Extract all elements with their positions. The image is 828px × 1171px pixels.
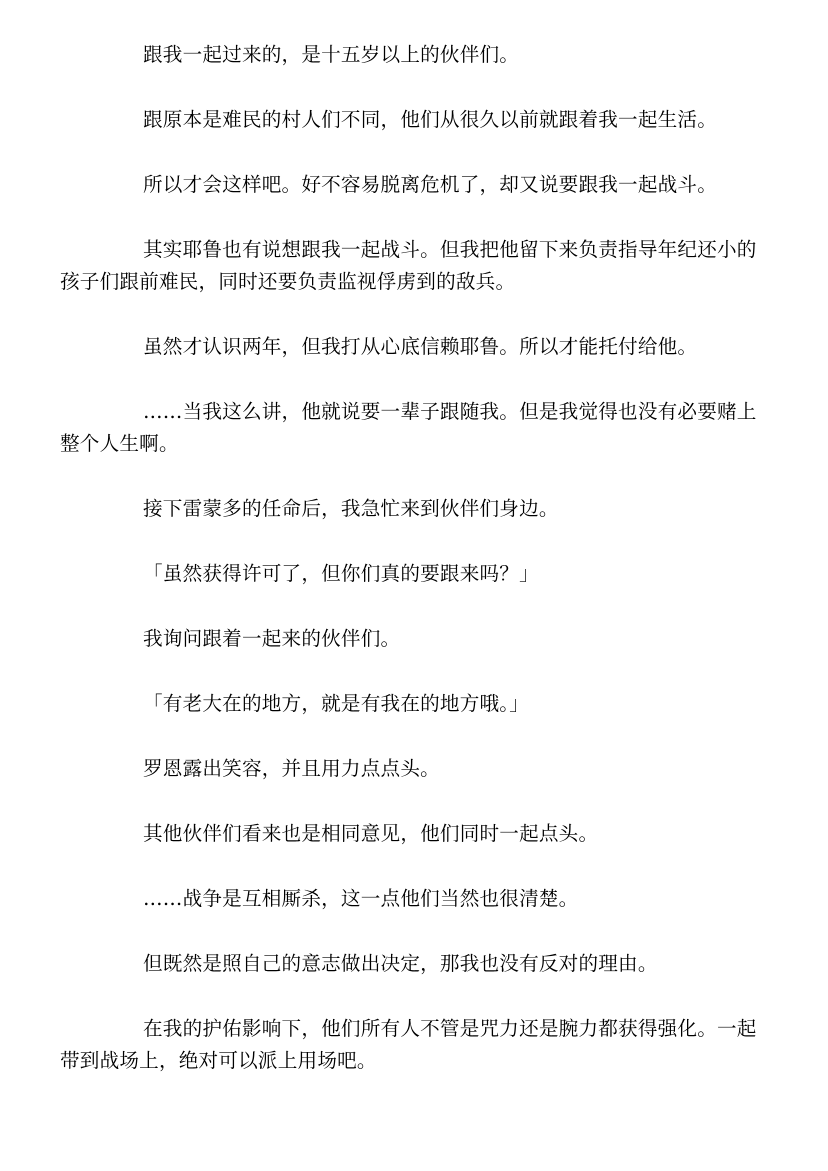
paragraph: 跟我一起过来的，是十五岁以上的伙伴们。	[143, 43, 520, 66]
paragraph: 其实耶鲁也有说想跟我一起战斗。但我把他留下来负责指导年纪还小的孩子们跟前难民，同时还要负责监视俘虏到的敌兵。	[60, 238, 757, 293]
text-body	[60, 39, 772, 1110]
paragraph: 虽然才认识两年，但我打从心底信赖耶鲁。所以才能托付给他。	[143, 335, 698, 358]
paragraph: 接下雷蒙多的任命后，我急忙来到伙伴们身边。	[143, 497, 559, 520]
paragraph: 其他伙伴们看来也是相同意见，他们同时一起点头。	[143, 822, 599, 845]
paragraph: 罗恩露出笑容，并且用力点点头。	[143, 757, 440, 780]
paragraph: 但既然是照自己的意志做出决定，那我也没有反对的理由。	[143, 952, 658, 975]
paragraph: 跟原本是难民的村人们不同，他们从很久以前就跟着我一起生活。	[143, 108, 718, 131]
dialogue-paragraph: 「虽然获得许可了，但你们真的要跟来吗？」	[143, 562, 539, 585]
paragraph: ……战争是互相厮杀，这一点他们当然也很清楚。	[143, 887, 579, 910]
dialogue-paragraph: 「有老大在的地方，就是有我在的地方哦。」	[143, 692, 530, 715]
paragraph: 所以才会这样吧。好不容易脱离危机了，却又说要跟我一起战斗。	[143, 173, 718, 196]
paragraph: 我询问跟着一起来的伙伴们。	[143, 627, 401, 650]
paragraph: 在我的护佑影响下，他们所有人不管是咒力还是腕力都获得强化。一起带到战场上，绝对可以派上用场吧。	[60, 1017, 757, 1072]
paragraph: ……当我这么讲，他就说要一辈子跟随我。但是我觉得也没有必要赌上整个人生啊。	[60, 400, 757, 455]
